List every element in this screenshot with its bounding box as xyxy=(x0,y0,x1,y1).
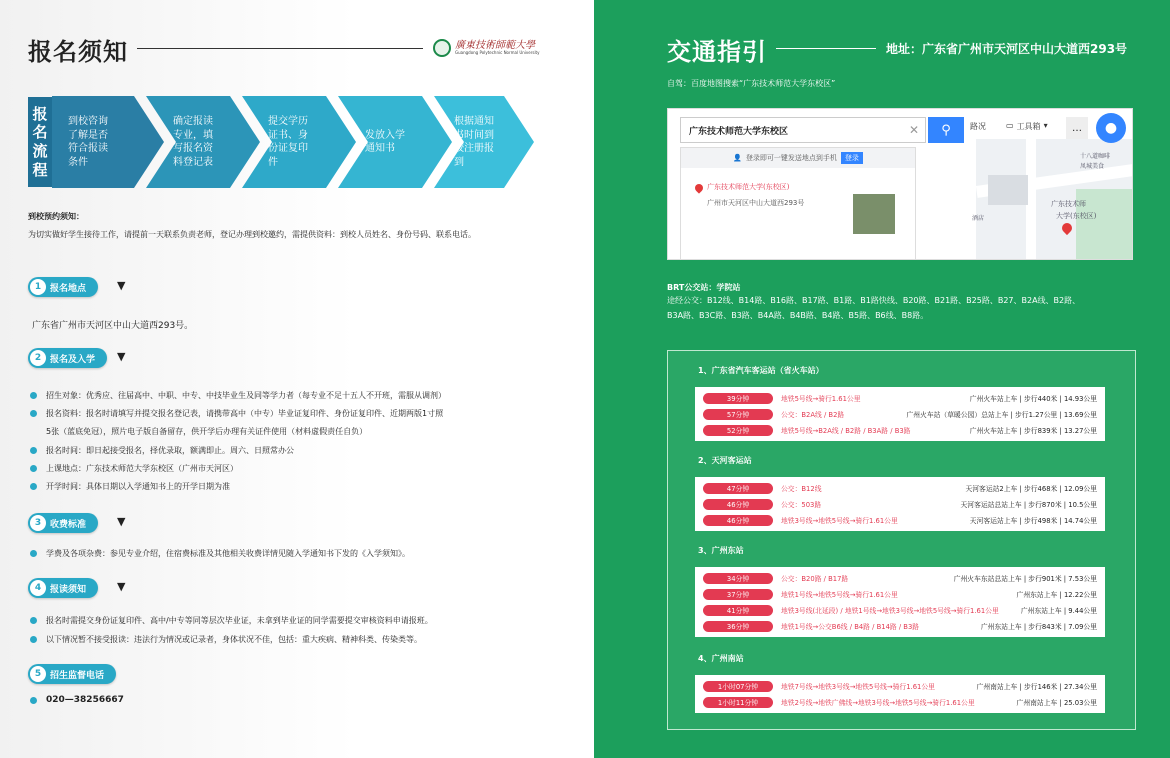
section-pill-fees: 3 收费标准 xyxy=(28,513,98,533)
brt-lines-1: 途经公交：B12线、B14路、B16路、B17路、B1路、B1路快线、B20路、B21路、B25路、B27、B2A线、B2路、 xyxy=(667,296,1081,305)
section-pill-location: 1 报名地点 xyxy=(28,277,98,297)
routes-panel xyxy=(667,350,1136,730)
map-screenshot xyxy=(667,108,1133,260)
route-card xyxy=(695,387,1105,441)
enroll-item: 报名资料：报名时请填写并提交报名登记表，请携带高中（中专）毕业证复印件、身份证复印件、近期两版1寸照 xyxy=(30,408,443,419)
route-row: 47分钟 公交：B12线 天河客运站2上车 | 步行468米 | 12.09公里 xyxy=(703,480,1097,496)
route-card xyxy=(695,567,1105,637)
enroll-item-cont: 5张（蓝底免冠），照片电子版自备留存，供开学后办理有关证件使用（材料虚假责任自负） xyxy=(46,427,368,436)
flow-step-2: 确定报读 专业，填 写报名资 料登记表 xyxy=(173,116,213,168)
flow-step-1: 到校咨询 了解是否 符合报读 条件 xyxy=(68,116,108,168)
university-logo xyxy=(433,39,540,57)
logo-en-text: Guangdong Polytechnic Normal University xyxy=(455,50,540,55)
notice-item: 报名时需提交身份证复印件、高中/中专等同等层次毕业证，未拿到毕业证的同学需要提交审核资料申请报班。 xyxy=(30,615,433,626)
chevron-down-icon: ▾ xyxy=(1043,121,1048,130)
route-row: 46分钟 公交：503路 天河客运站总站上车 | 步行870米 | 10.5公里 xyxy=(703,496,1097,512)
route-row: 57分钟 公交：B2A线 / B2路 广州火车站（草暖公园）总站上车 | 步行1.27公里 | 13.69公里 xyxy=(703,406,1097,422)
flow-label-char: 报 xyxy=(32,104,48,123)
expand-triangle-icon: ▼ xyxy=(117,515,126,528)
route-card xyxy=(695,477,1105,531)
bullet-icon xyxy=(30,392,37,399)
map-label: 广东技术师 xyxy=(1051,200,1086,208)
user-icon: 👤 xyxy=(733,154,742,162)
flow-step-5: 根据通知 书时间到 校注册报 到 xyxy=(454,116,494,168)
route-row: 39分钟 地铁5号线→骑行1.61公里 广州火车站上车 | 步行440米 | 14.93公里 xyxy=(703,390,1097,406)
visit-note-title: 到校预约须知： xyxy=(28,212,84,221)
enroll-item: 开学时间：具体日期以入学通知书上的开学日期为准 xyxy=(30,481,230,492)
poi-photo xyxy=(853,194,895,234)
expand-triangle-icon: ▼ xyxy=(117,279,126,292)
flow-label-char: 名 xyxy=(32,123,48,142)
route-group-title: 3、广州东站 xyxy=(698,546,744,555)
transport-divider xyxy=(776,48,876,49)
route-group-title: 2、天河客运站 xyxy=(698,456,752,465)
expand-triangle-icon: ▼ xyxy=(117,350,126,363)
search-icon: ⚲ xyxy=(941,122,951,138)
toolbox-icon: ▭ xyxy=(1006,121,1014,130)
login-button[interactable]: 登录 xyxy=(841,152,863,164)
supervision-phone: 020—38256667 xyxy=(30,695,124,705)
title-divider xyxy=(137,48,423,49)
section-pill-phone: 5 招生监督电话 xyxy=(28,664,116,684)
enroll-item: 上课地点：广东技术师范大学东校区（广州市天河区） xyxy=(30,463,238,474)
brt-lines-2: B3A路、B3C路、B3路、B4A路、B4B路、B4路、B5路、B6线、B8路。 xyxy=(667,311,929,320)
flow-label-char: 程 xyxy=(32,160,48,179)
clear-icon: ✕ xyxy=(908,123,919,137)
enroll-item: 报名时间：即日起接受报名，择优录取，额满即止。周六、日照常办公 xyxy=(30,445,294,456)
route-row: 1小时07分钟 地铁7号线→地铁3号线→地铁5号线→骑行1.61公里 广州南站上车 | 步行146米 | 27.34公里 xyxy=(703,678,1097,694)
transport-title: 交通指引 xyxy=(667,38,767,66)
university-seal-icon xyxy=(433,39,451,57)
map-pin-icon xyxy=(1060,221,1074,235)
visit-note-body: 为切实做好学生接待工作，请提前一天联系负责老师，登记办理到校邀约，需提供资料：到校人员姓名、身份号码、联系电话。 xyxy=(28,230,476,239)
map-canvas xyxy=(972,139,1133,260)
page-title: 报名须知 xyxy=(28,38,128,66)
bullet-icon xyxy=(30,550,37,557)
search-button[interactable] xyxy=(928,117,964,143)
campus-address: 地址：广东省广州市天河区中山大道西293号 xyxy=(886,42,1128,56)
poi-address: 广州市天河区中山大道西293号 xyxy=(707,199,805,207)
drive-instruction: 自驾：百度地图搜索“广东技术师范大学东校区” xyxy=(667,79,836,88)
route-row: 36分钟 地铁1号线→公交B6线 / B4路 / B14路 / B3路 广州东站上车 | 步行843米 | 7.09公里 xyxy=(703,618,1097,634)
bullet-icon xyxy=(30,465,37,472)
bullet-icon xyxy=(30,697,37,704)
section-pill-enrollment: 2 报名及入学 xyxy=(28,348,107,368)
toolbox-button[interactable]: ▭ 工具箱 ▾ xyxy=(1006,121,1048,131)
map-label: 凤城美食 xyxy=(1080,163,1105,170)
flow-label-char: 流 xyxy=(32,142,48,160)
poi-panel xyxy=(680,147,916,260)
flow-step-4: 发放入学 通知书 xyxy=(365,129,405,154)
map-label: 酒店 xyxy=(972,215,985,222)
map-label: 十八道咖啡 xyxy=(1080,153,1111,160)
route-row: 1小时11分钟 地铁2号线→地铁广佛线→地铁3号线→地铁5号线→骑行1.61公里 广州南站上车 | 25.03公里 xyxy=(703,694,1097,710)
section-pill-notice: 4 报读须知 xyxy=(28,578,98,598)
route-row: 52分钟 地铁5号线→B2A线 / B2路 / B3A路 / B3路 广州火车站上车 | 步行839米 | 13.27公里 xyxy=(703,422,1097,438)
message-icon[interactable]: … xyxy=(1066,117,1088,139)
traffic-toggle[interactable]: 路况 xyxy=(970,122,986,131)
login-bar: 👤 登录即可一键发送地点到手机 登录 xyxy=(681,148,915,168)
route-row: 37分钟 地铁1号线→地铁5号线→骑行1.61公里 广州东站上车 | 12.22公里 xyxy=(703,586,1097,602)
route-row: 34分钟 公交：B20路 / B17路 广州火车东站总站上车 | 步行901米 | 7.53公里 xyxy=(703,570,1097,586)
map-label: 大学(东校区) xyxy=(1056,212,1097,220)
logo-cn-text: 廣東技術師範大學 xyxy=(455,40,535,51)
enroll-item: 招生对象：优秀应、往届高中、中职、中专、中技毕业生及同等学力者（每专业不足十五人不开班，需服从调剂） xyxy=(30,390,446,401)
route-group-title: 4、广州南站 xyxy=(698,654,744,663)
user-avatar-icon[interactable]: ● xyxy=(1096,113,1126,143)
flow-label xyxy=(28,97,52,187)
brt-title: BRT公交站：学院站 xyxy=(667,283,741,292)
notice-item: 以下情况暂不接受报读：违法行为情况或记录者，身体状况不佳，包括：重大疾病、精神科类、传染类等。 xyxy=(30,634,422,645)
route-group-title: 1、广东省汽车客运站（省火车站） xyxy=(698,366,824,375)
map-search-input[interactable]: 广东技术师范大学东校区 ✕ xyxy=(680,117,926,143)
bullet-icon xyxy=(30,636,37,643)
poi-pin-icon xyxy=(693,182,704,193)
route-row: 41分钟 地铁3号线(北延段) / 地铁1号线→地铁3号线→地铁5号线→骑行1.61公里 广州东站上车 | 9.44公里 xyxy=(703,602,1097,618)
expand-triangle-icon: ▼ xyxy=(117,580,126,593)
route-row: 46分钟 地铁3号线→地铁5号线→骑行1.61公里 天河客运站上车 | 步行498米 | 14.74公里 xyxy=(703,512,1097,528)
location-text: 广东省广州市天河区中山大道西293号。 xyxy=(32,321,194,331)
bullet-icon xyxy=(30,483,37,490)
bullet-icon xyxy=(30,447,37,454)
flow-step-3: 提交学历 证书、身 份证复印 件 xyxy=(268,116,308,168)
fee-item: 学费及各项杂费：参见专业介绍，住宿费标准及其他相关收费详情见随入学通知书下发的《入学须知》。 xyxy=(30,548,410,559)
poi-name[interactable]: 广东技术师范大学(东校区) xyxy=(707,183,790,191)
bullet-icon xyxy=(30,410,37,417)
route-card xyxy=(695,675,1105,713)
bullet-icon xyxy=(30,617,37,624)
